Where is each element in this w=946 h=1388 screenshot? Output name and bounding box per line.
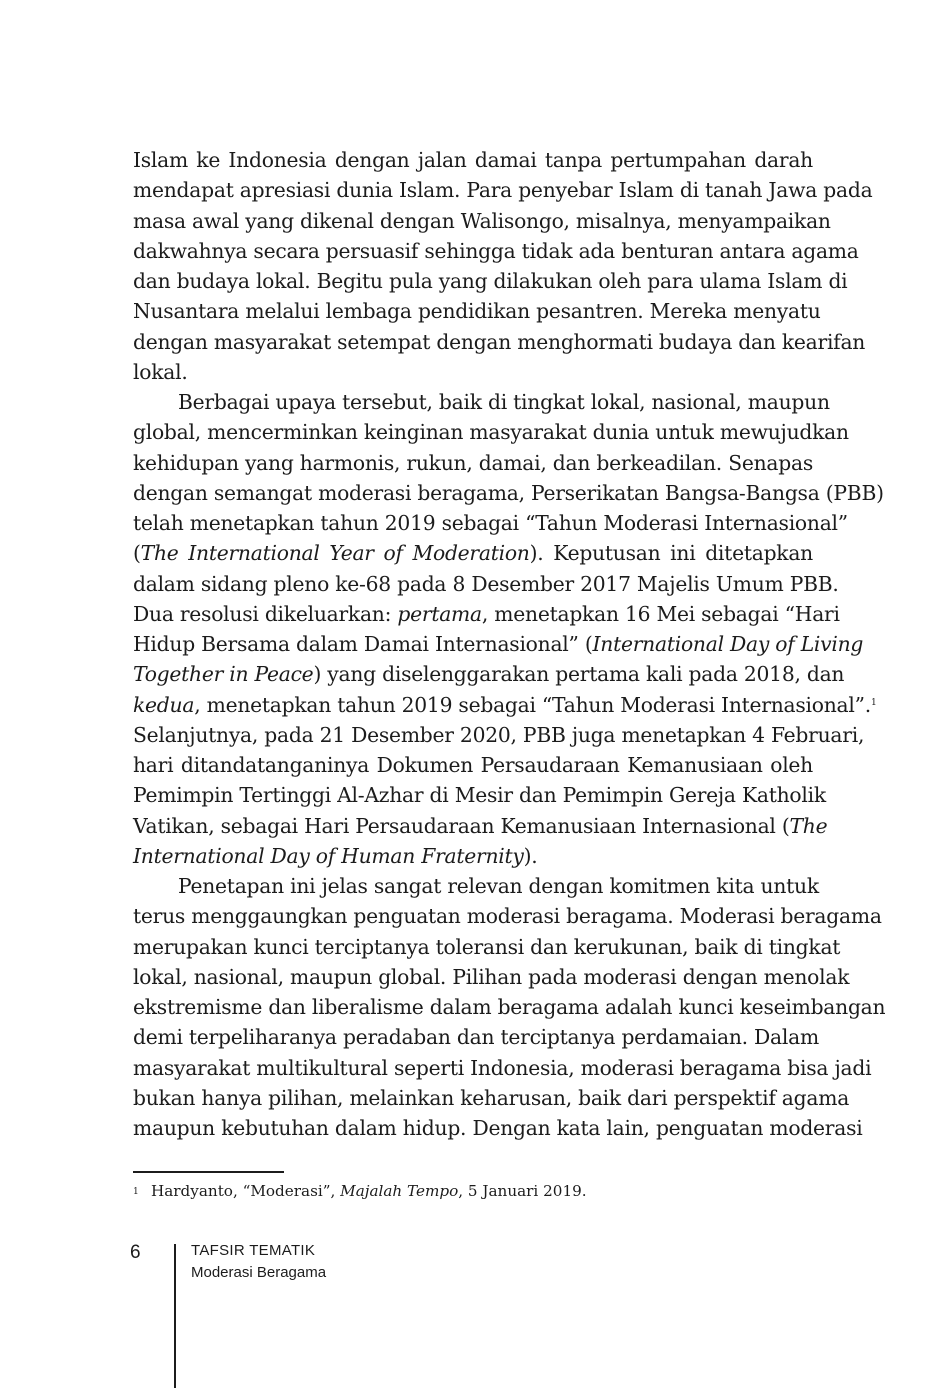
text-segment: demi terpeliharanya peradaban dan terciptanya perdamaian. Dalam bbox=[133, 1025, 819, 1049]
text-segment: dakwahnya secara persuasif sehingga tidak ada benturan antara agama bbox=[133, 239, 859, 263]
running-subtitle: Moderasi Beragama bbox=[191, 1264, 327, 1281]
text-segment: Hidup Bersama dalam Damai Internasional” ( bbox=[133, 632, 593, 656]
text-segment: telah menetapkan tahun 2019 sebagai “Tahun Moderasi Internasional” bbox=[133, 511, 848, 535]
text-segment: masa awal yang dikenal dengan Walisongo, misalnya, menyampaikan bbox=[133, 209, 831, 233]
text-segment: , menetapkan 16 Mei sebagai “Hari bbox=[481, 602, 840, 626]
text-segment: masyarakat multikultural seperti Indonesia, moderasi beragama bisa jadi bbox=[133, 1056, 872, 1080]
text-segment: lokal, nasional, maupun global. Pilihan pada moderasi dengan menolak bbox=[133, 965, 850, 989]
text-segment: Pemimpin Tertinggi Al-Azhar di Mesir dan Pemimpin Gereja Katholik bbox=[133, 783, 826, 807]
text-segment: Penetapan ini jelas sangat relevan dengan komitmen kita untuk bbox=[178, 874, 819, 898]
text-segment: Selanjutnya, pada 21 Desember 2020, PBB juga menetapkan 4 Februari, bbox=[133, 723, 865, 747]
footnote-number: 1 bbox=[133, 1187, 139, 1197]
text-segment: Nusantara melalui lembaga pendidikan pesantren. Mereka menyatu bbox=[133, 299, 821, 323]
text-line bbox=[133, 175, 873, 205]
text-line bbox=[133, 478, 884, 508]
text-line bbox=[133, 1053, 872, 1083]
text-line bbox=[133, 750, 813, 780]
text-segment: merupakan kunci terciptanya toleransi dan kerukunan, baik di tingkat bbox=[133, 935, 841, 959]
text-segment: ). bbox=[523, 844, 538, 868]
text-segment: dengan semangat moderasi beragama, Perserikatan Bangsa-Bangsa (PBB) bbox=[133, 481, 884, 505]
footer-divider bbox=[174, 1244, 176, 1388]
text-segment: , menetapkan tahun 2019 sebagai “Tahun Moderasi Internasional”. bbox=[194, 693, 871, 717]
text-line bbox=[133, 357, 813, 387]
text-line bbox=[133, 811, 828, 841]
text-segment: bukan hanya pilihan, melainkan keharusan, baik dari perspektif agama bbox=[133, 1086, 850, 1110]
text-line bbox=[133, 780, 826, 810]
text-line bbox=[133, 296, 821, 326]
text-segment: mendapat apresiasi dunia Islam. Para penyebar Islam di tanah Jawa pada bbox=[133, 178, 873, 202]
text-segment: Berbagai upaya tersebut, baik di tingkat lokal, nasional, maupun bbox=[178, 390, 830, 414]
text-segment: terus menggaungkan penguatan moderasi beragama. Moderasi beragama bbox=[133, 904, 882, 928]
italic-segment: International Day of Human Fraternity bbox=[133, 844, 524, 868]
italic-segment: Together in Peace bbox=[133, 662, 314, 686]
text-segment: dengan masyarakat setempat dengan menghormati budaya dan kearifan bbox=[133, 330, 866, 354]
footnote-rule bbox=[133, 1171, 284, 1173]
text-line bbox=[133, 145, 813, 175]
italic-segment: The International Year of Moderation bbox=[140, 541, 530, 565]
text-segment: Vatikan, sebagai Hari Persaudaraan Kemanusiaan Internasional ( bbox=[133, 814, 790, 838]
text-line bbox=[133, 720, 865, 750]
text-segment: ( bbox=[133, 541, 141, 565]
text-segment: ). Keputusan ini ditetapkan bbox=[529, 541, 813, 565]
text-line bbox=[178, 871, 819, 901]
text-line bbox=[133, 659, 845, 689]
footnote-text-before: Hardyanto, “Moderasi”, bbox=[151, 1182, 341, 1200]
footnote-text-italic: Majalah Tempo bbox=[340, 1182, 459, 1200]
running-title: TAFSIR TEMATIK bbox=[191, 1242, 316, 1259]
text-line bbox=[133, 841, 813, 871]
text-line bbox=[133, 569, 839, 599]
text-line bbox=[178, 387, 830, 417]
text-line bbox=[133, 901, 882, 931]
text-segment: lokal. bbox=[133, 360, 188, 384]
text-line bbox=[133, 206, 831, 236]
text-segment: ) yang diselenggarakan pertama kali pada 2018, dan bbox=[313, 662, 845, 686]
footnote-reference[interactable]: 1 bbox=[870, 698, 877, 708]
text-line bbox=[133, 1022, 819, 1052]
text-line bbox=[133, 629, 864, 659]
text-line bbox=[133, 992, 886, 1022]
text-line bbox=[133, 962, 850, 992]
text-line bbox=[133, 236, 859, 266]
page-number: 6 bbox=[130, 1242, 141, 1263]
text-segment: hari ditandatanganinya Dokumen Persaudaraan Kemanusiaan oleh bbox=[133, 753, 813, 777]
text-line bbox=[133, 327, 866, 357]
text-line bbox=[133, 508, 848, 538]
text-line bbox=[133, 538, 813, 568]
text-line bbox=[133, 266, 848, 296]
footnote bbox=[133, 1180, 833, 1202]
text-line bbox=[133, 690, 877, 720]
text-line bbox=[133, 1083, 850, 1113]
italic-segment: kedua bbox=[133, 693, 195, 717]
text-line bbox=[133, 448, 813, 478]
text-line bbox=[133, 932, 841, 962]
text-segment: dalam sidang pleno ke-68 pada 8 Desember 2017 Majelis Umum PBB. bbox=[133, 572, 839, 596]
text-segment: ekstremisme dan liberalisme dalam beragama adalah kunci keseimbangan bbox=[133, 995, 886, 1019]
text-line bbox=[133, 417, 849, 447]
text-segment: Dua resolusi dikeluarkan: bbox=[133, 602, 398, 626]
text-segment: maupun kebutuhan dalam hidup. Dengan kata lain, penguatan moderasi bbox=[133, 1116, 863, 1140]
italic-segment: International Day of Living bbox=[592, 632, 864, 656]
text-segment: global, mencerminkan keinginan masyarakat dunia untuk mewujudkan bbox=[133, 420, 849, 444]
text-segment: Islam ke Indonesia dengan jalan damai tanpa pertumpahan darah bbox=[133, 148, 813, 172]
text-segment: dan budaya lokal. Begitu pula yang dilakukan oleh para ulama Islam di bbox=[133, 269, 848, 293]
footnote-text-after: , 5 Januari 2019. bbox=[458, 1182, 587, 1200]
text-segment: kehidupan yang harmonis, rukun, damai, dan berkeadilan. Senapas bbox=[133, 451, 813, 475]
italic-segment: The bbox=[789, 814, 828, 838]
text-line bbox=[133, 1113, 863, 1143]
text-line bbox=[133, 599, 840, 629]
italic-segment: pertama bbox=[397, 602, 482, 626]
